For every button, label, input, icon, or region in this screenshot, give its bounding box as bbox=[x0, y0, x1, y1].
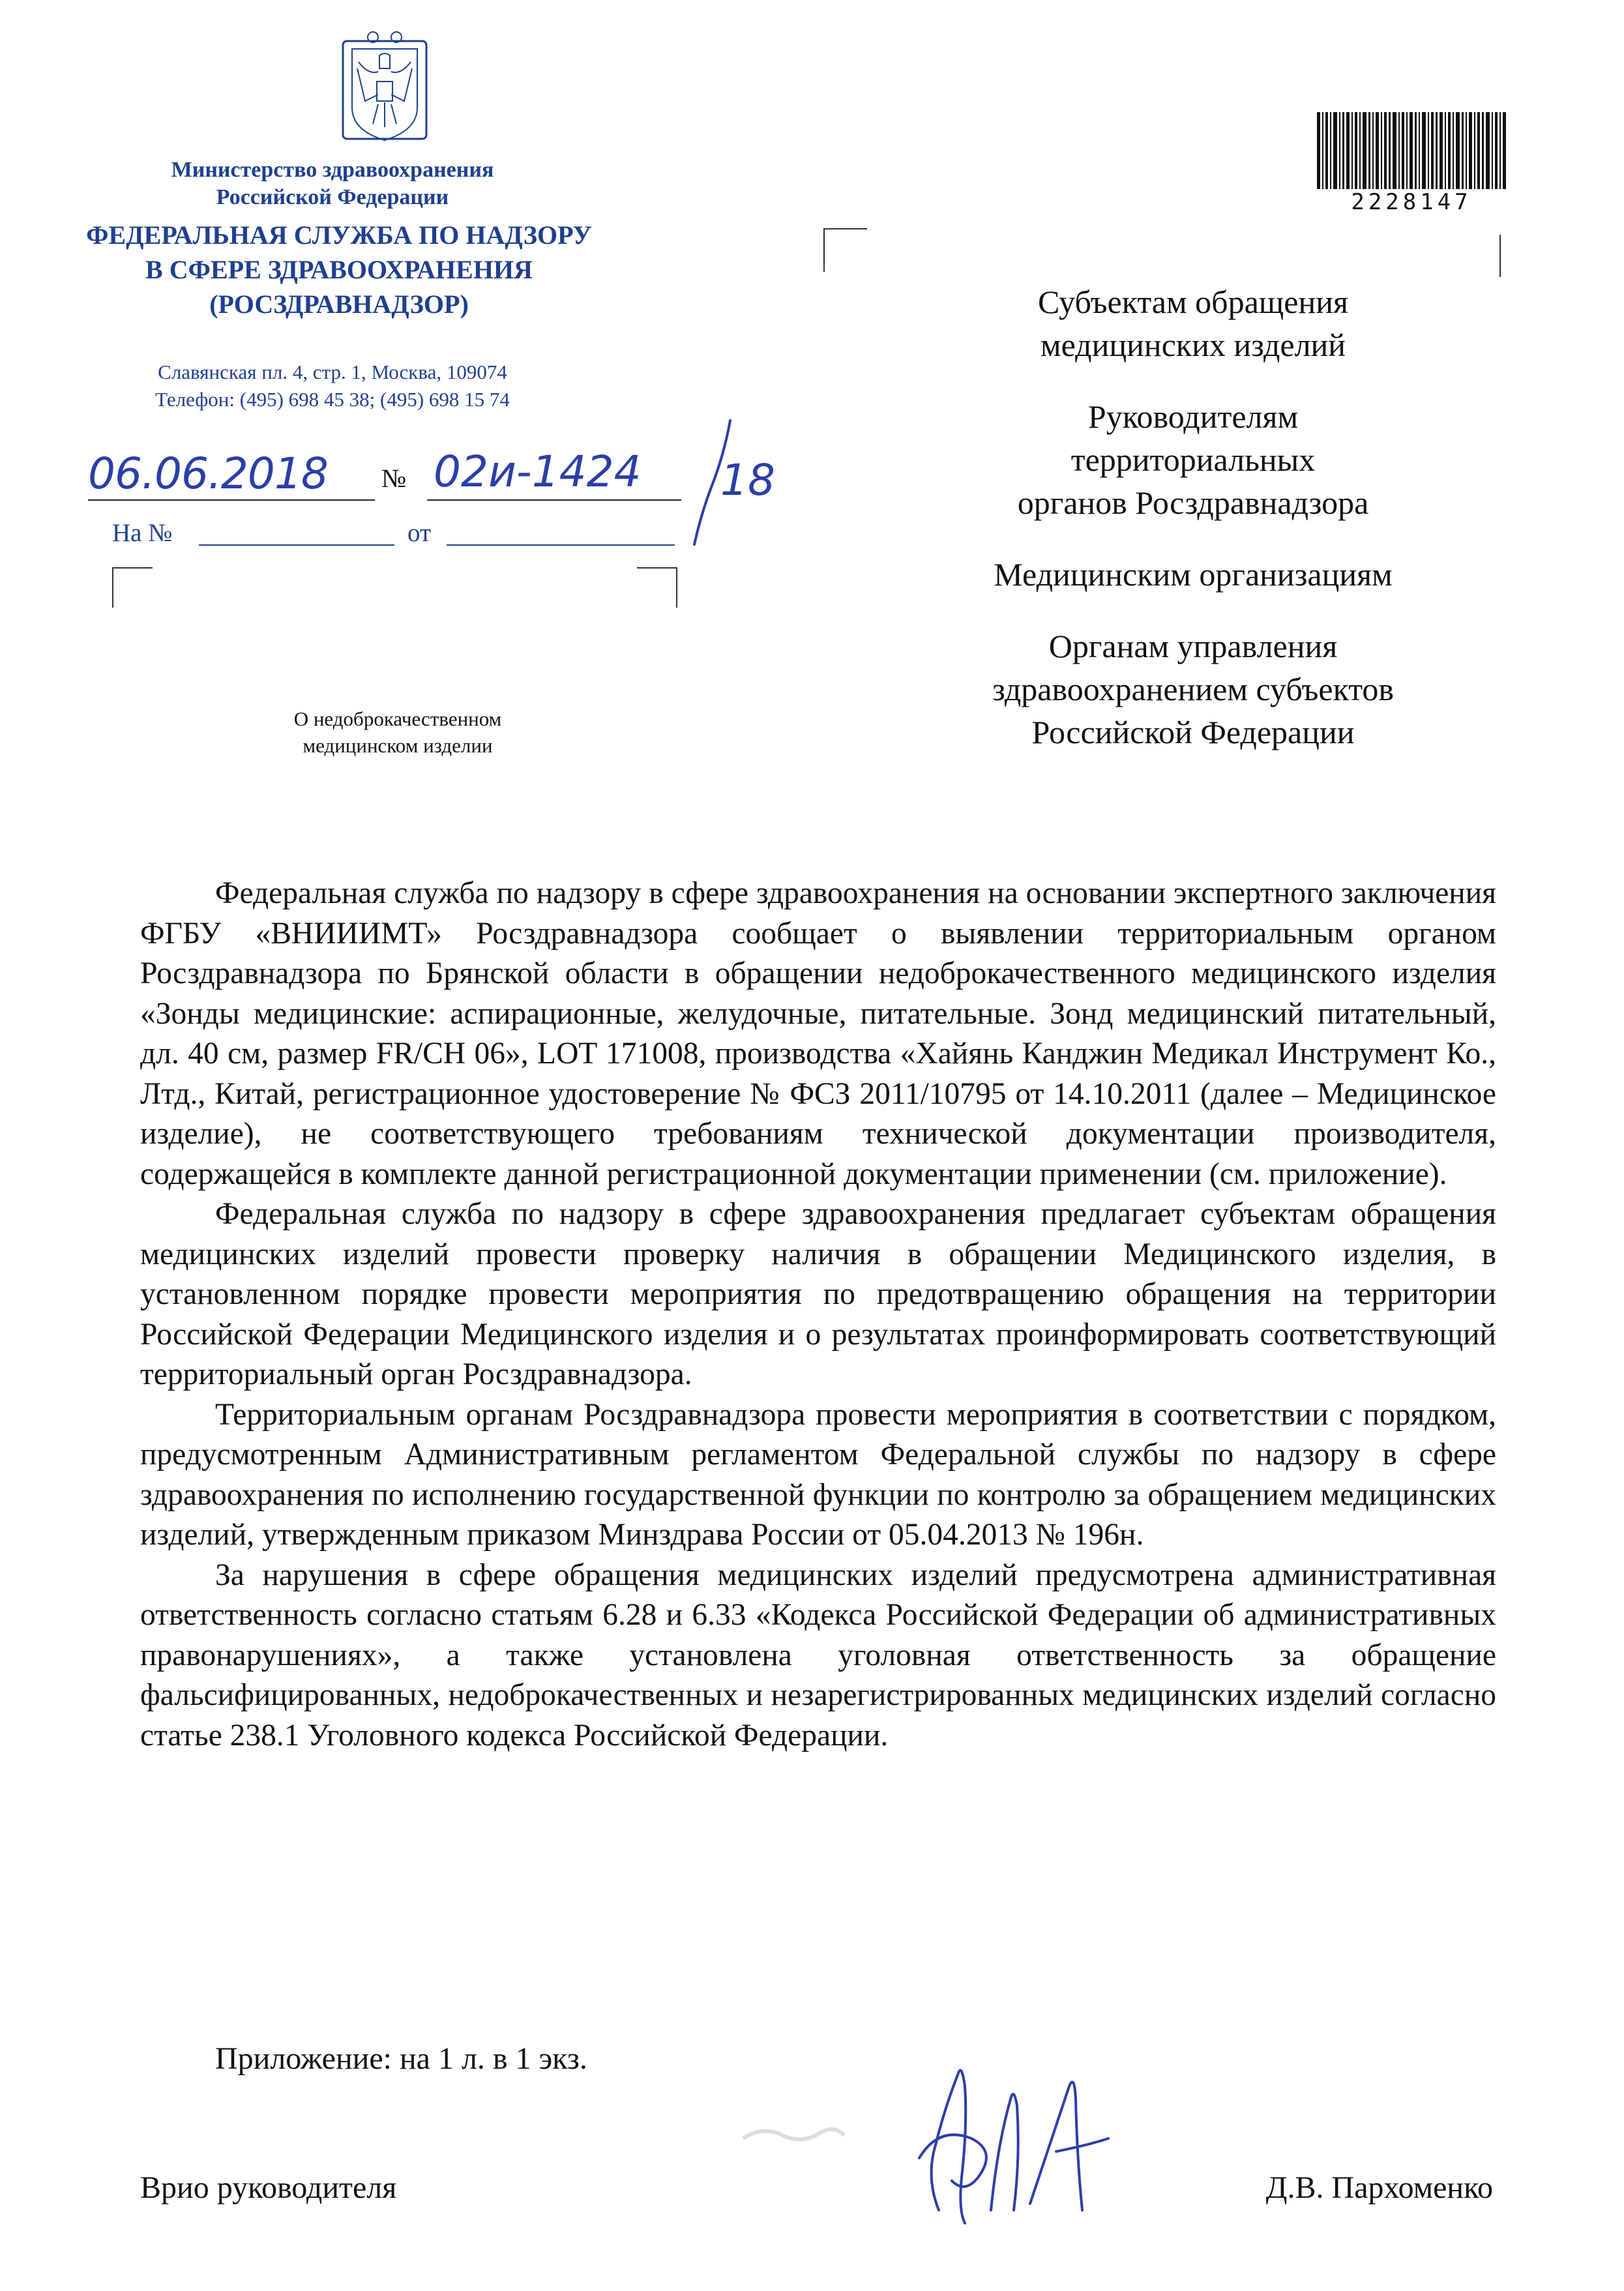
agency-line-1: ФЕДЕРАЛЬНАЯ СЛУЖБА ПО НАДЗОРУ bbox=[86, 220, 592, 250]
registration-suffix: 18 bbox=[720, 455, 775, 505]
ref-number-label: На № bbox=[112, 519, 173, 547]
appendix-note: Приложение: на 1 л. в 1 экз. bbox=[215, 2041, 587, 2076]
addressee-line: органов Росздравнадзора bbox=[1017, 484, 1369, 521]
body-paragraph: Федеральная служба по надзору в сфере здравоохранения предлагает субъектам обращения медицинских изделий провести проверку наличия в обращении Медицинского изделия, в установленном порядке провести мероприятия по предотвращению обращения на территории Российской Федерации Медицинского изделия и о результатах проинформировать соответствующий территориальный орган Росздравнадзора. bbox=[140, 1197, 1496, 1391]
ref-number-blank bbox=[199, 544, 394, 546]
signatory-name: Д.В. Пархоменко bbox=[1265, 2170, 1493, 2205]
agency-phone: Телефон: (495) 698 45 38; (495) 698 15 74 bbox=[155, 388, 510, 411]
number-sign: № bbox=[381, 464, 407, 493]
addressee-group bbox=[900, 280, 1486, 366]
registration-number: 02и-1424 bbox=[434, 447, 642, 497]
addressee-block bbox=[900, 280, 1486, 782]
addressee-line: медицинских изделий bbox=[1040, 327, 1346, 363]
subject-bracket-left bbox=[112, 567, 153, 608]
addressee-line: здравоохранением субъектов bbox=[992, 671, 1395, 707]
barcode-icon bbox=[1317, 112, 1506, 189]
ministry-name bbox=[98, 156, 567, 211]
ref-date-blank bbox=[447, 544, 675, 546]
reference-line bbox=[112, 518, 172, 548]
faint-stamp-icon bbox=[737, 2112, 848, 2151]
letter-subject bbox=[215, 705, 580, 759]
body-paragraph: За нарушения в сфере обращения медицинских изделий предусмотрена административная ответственность согласно статьям 6.28 и 6.33 «Кодекса Российской Федерации об административных правонарушениях», а также установлена уголовная ответственность за обращение фальсифицированных, недоброкачественных и незарегистрированных медицинских изделий согласно статье 238.1 Уголовного кодекса Российской Федерации. bbox=[140, 1558, 1496, 1752]
addressee-line: Российской Федерации bbox=[1031, 714, 1355, 750]
letter-body bbox=[140, 874, 1496, 1756]
agency-contacts bbox=[98, 359, 567, 413]
ref-from-label: от bbox=[407, 519, 432, 547]
handwritten-signature-icon bbox=[900, 2047, 1147, 2230]
number-underline bbox=[427, 499, 681, 501]
ministry-line-1: Министерство здравоохранения bbox=[171, 158, 494, 182]
addressee-group bbox=[900, 553, 1486, 596]
subject-bracket-right bbox=[637, 567, 677, 608]
addressee-line: Субъектам обращения bbox=[1038, 284, 1348, 320]
addressee-line: Руководителям bbox=[1087, 398, 1299, 435]
agency-name bbox=[59, 218, 619, 321]
body-paragraph: Территориальным органам Росздравнадзора провести мероприятия в соответствии с порядком, предусмотренным Административным регламентом Федеральной службы по надзору в сфере здравоохранения по исполнению государственной функции по контролю за обращением медицинских изделий, утвержденным приказом Минздрава России от 05.04.2013 № 196н. bbox=[140, 1397, 1496, 1552]
subject-line-1: О недоброкачественном bbox=[293, 707, 502, 730]
addressee-bracket-left bbox=[823, 228, 867, 272]
subject-line-2: медицинском изделии bbox=[303, 734, 493, 757]
agency-address: Славянская пл. 4, стр. 1, Москва, 109074 bbox=[158, 361, 507, 383]
ministry-line-2: Российской Федерации bbox=[216, 185, 449, 209]
registration-date: 06.06.2018 bbox=[88, 449, 328, 499]
body-paragraph: Федеральная служба по надзору в сфере здравоохранения на основании экспертного заключения ФГБУ «ВНИИИМТ» Росздравнадзора сообщает о выявлении территориальным органом Росздравнадзора по Брянской области в обращении недоброкачественного медицинского изделия «Зонды медицинские: аспирационные, желудочные, питательные. Зонд медицинский питательный, дл. 40 см, размер FR/CH 06», LOT 171008, производства «Хайянь Канджин Медикал Инструмент Ко., Лтд., Китай, регистрационное удостоверение № ФСЗ 2011/10795 от 14.10.2011 (далее – Медицинское изделие), не соответствующего требованиям технической документации производителя, содержащейся в комплекте данной регистрационной документации применении (см. приложение). bbox=[140, 876, 1496, 1191]
barcode-number: 2228147 bbox=[1351, 189, 1472, 215]
signatory-title: Врио руководителя bbox=[140, 2170, 397, 2205]
addressee-line: Медицинским организациям bbox=[994, 556, 1393, 593]
addressee-group bbox=[900, 625, 1486, 754]
addressee-bracket-right bbox=[1499, 228, 1501, 277]
date-underline bbox=[88, 499, 375, 501]
agency-line-2: В СФЕРЕ ЗДРАВООХРАНЕНИЯ bbox=[145, 255, 533, 284]
coat-of-arms-emblem-icon bbox=[339, 29, 430, 150]
agency-line-3: (РОСЗДРАВНАДЗОР) bbox=[209, 289, 469, 319]
addressee-line: территориальных bbox=[1070, 441, 1316, 478]
addressee-line: Органам управления bbox=[1048, 628, 1338, 664]
addressee-group bbox=[900, 395, 1486, 524]
